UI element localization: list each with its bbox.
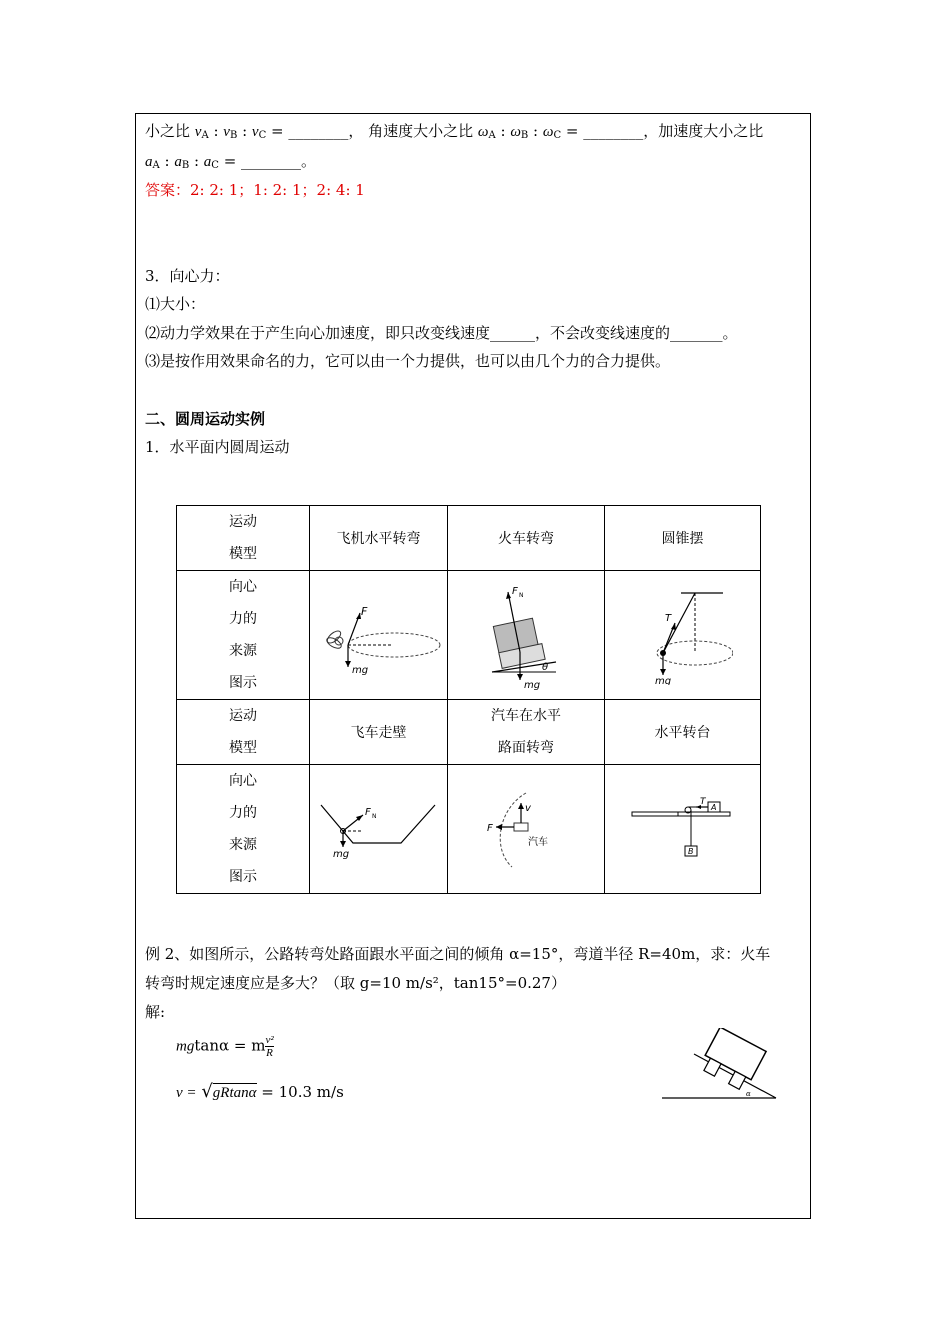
sub: A — [152, 160, 160, 171]
figure-cell — [448, 571, 605, 700]
label-mg: mg — [654, 676, 671, 685]
sub: B — [520, 130, 529, 141]
sub: A — [488, 130, 496, 141]
label-N-sub: N — [519, 592, 524, 599]
frac-num: v² — [265, 1034, 274, 1046]
table-row — [177, 700, 761, 765]
frac-den: R — [266, 1047, 273, 1059]
label-T: T — [664, 613, 671, 624]
sep: : — [208, 122, 224, 140]
model-text: 路面转弯 — [498, 740, 554, 756]
figure-cell — [605, 765, 761, 894]
sym: a — [145, 154, 153, 170]
row-header-model — [177, 506, 310, 571]
figure-cell — [310, 571, 448, 700]
models-table — [176, 505, 761, 894]
blank: = ________。 — [218, 152, 317, 170]
label-mg: mg — [524, 680, 541, 690]
label-v: v — [525, 803, 531, 814]
wall-riding-figure — [319, 799, 439, 859]
example2-line1: 例 2、如图所示，公路转弯处路面跟水平面之间的倾角 α=15°，弯道半径 R=40m，求：火车 — [145, 945, 771, 963]
figure-cell — [448, 765, 605, 894]
section3-item2: ⑵动力学效果在于产生向心加速度，即只改变线速度______，不会改变线速度的_______。 — [145, 324, 738, 342]
train-turn-figure — [486, 580, 566, 690]
model-cell — [448, 700, 605, 765]
eq-result: = 10.3 m/s — [256, 1083, 344, 1101]
hdr-text: 力的 — [229, 611, 257, 627]
section3-item3: ⑶是按作用效果命名的力，它可以由一个力提供，也可以由几个力的合力提供。 — [145, 352, 671, 370]
table-row — [177, 765, 761, 894]
model-cell: 飞机水平转弯 — [310, 506, 448, 571]
hdr-text: 力的 — [229, 805, 257, 821]
text: 加速度大小之比 — [658, 122, 764, 140]
hdr-text: 向心 — [229, 579, 257, 595]
figure-cell — [605, 571, 761, 700]
eq-v: v = — [176, 1085, 197, 1101]
row-header-source — [177, 765, 310, 894]
sep: : — [237, 122, 252, 140]
label-N-sub: N — [371, 813, 376, 820]
sub: A — [201, 130, 209, 141]
conical-pendulum-figure — [633, 585, 733, 685]
hdr-text: 来源 — [229, 643, 257, 659]
model-cell: 水平转台 — [605, 700, 761, 765]
sym: ω — [542, 124, 554, 140]
hdr-text: 模型 — [229, 740, 257, 756]
text: 小之比 — [145, 122, 195, 140]
sym: v — [194, 124, 202, 140]
sep: : — [189, 152, 204, 170]
figure-cell — [310, 765, 448, 894]
sub: C — [211, 160, 219, 171]
row-header-model — [177, 700, 310, 765]
row-header-source — [177, 571, 310, 700]
sub: C — [258, 130, 267, 141]
radicand: gRtanα — [212, 1085, 257, 1101]
airplane-turn-figure — [314, 595, 444, 675]
hdr-text: 图示 — [229, 675, 257, 691]
label-mg: mg — [351, 665, 368, 675]
label-F: F — [487, 823, 493, 834]
turntable-figure — [630, 794, 736, 864]
sym: ω — [477, 124, 489, 140]
label-theta: θ — [542, 662, 549, 673]
sub: B — [229, 130, 238, 141]
section-two-sub1: 1．水平面内圆周运动 — [145, 438, 290, 456]
banked-road-figure — [660, 1028, 780, 1102]
example2-line2: 转弯时规定速度应是多大？（取 g=10 m/s²，tan15°=0.27） — [145, 974, 566, 992]
equation-1 — [176, 1034, 274, 1059]
sym: a — [203, 154, 212, 170]
car-turn-figure — [486, 789, 566, 869]
sqrt-sign: √ — [201, 1081, 213, 1102]
hdr-text: 向心 — [229, 773, 257, 789]
label-mg: mg — [332, 849, 349, 859]
blank: = ________， — [266, 122, 364, 140]
label-car: 汽车 — [528, 837, 548, 848]
solution-label: 解: — [145, 1003, 166, 1021]
section3-item1: ⑴大小： — [145, 295, 206, 313]
label-T: T — [699, 797, 705, 807]
eq-mg: mg — [176, 1038, 195, 1055]
table-row — [177, 571, 761, 700]
text: 角速度大小之比 — [368, 122, 478, 140]
sym: v — [223, 124, 230, 140]
label-alpha: α — [746, 1090, 751, 1098]
hdr-text: 来源 — [229, 837, 257, 853]
sep: : — [159, 152, 175, 170]
sym: v — [251, 124, 259, 140]
sub: B — [181, 160, 190, 171]
section3-title: 3．向心力： — [145, 267, 230, 285]
hdr-text: 图示 — [229, 869, 257, 885]
eq-tan: tanα = m — [194, 1036, 266, 1055]
table-row — [177, 506, 761, 571]
model-text: 汽车在水平 — [491, 708, 561, 724]
label-F: F — [360, 605, 367, 618]
equation-2 — [176, 1081, 344, 1102]
fraction — [265, 1034, 273, 1059]
model-cell: 圆锥摆 — [605, 506, 761, 571]
sep: : — [495, 122, 511, 140]
hdr-text: 模型 — [229, 546, 257, 562]
sep: : — [528, 122, 543, 140]
hdr-text: 运动 — [229, 708, 257, 724]
sym: ω — [510, 124, 521, 140]
label-B: B — [687, 847, 693, 856]
section-two-title: 二、圆周运动实例 — [145, 410, 266, 428]
label-FN: F — [364, 807, 371, 818]
label-FN: F — [512, 586, 518, 597]
sym: a — [174, 154, 182, 170]
model-cell: 飞车走壁 — [310, 700, 448, 765]
question-line-2 — [145, 151, 316, 176]
question-line-1 — [145, 121, 763, 146]
model-cell: 火车转弯 — [448, 506, 605, 571]
blank: = ________， — [561, 122, 659, 140]
answer-text: 答案：2: 2: 1；1: 2: 1；2: 4: 1 — [145, 181, 365, 199]
hdr-text: 运动 — [229, 514, 257, 530]
label-A: A — [710, 803, 716, 812]
sub: C — [553, 130, 562, 141]
